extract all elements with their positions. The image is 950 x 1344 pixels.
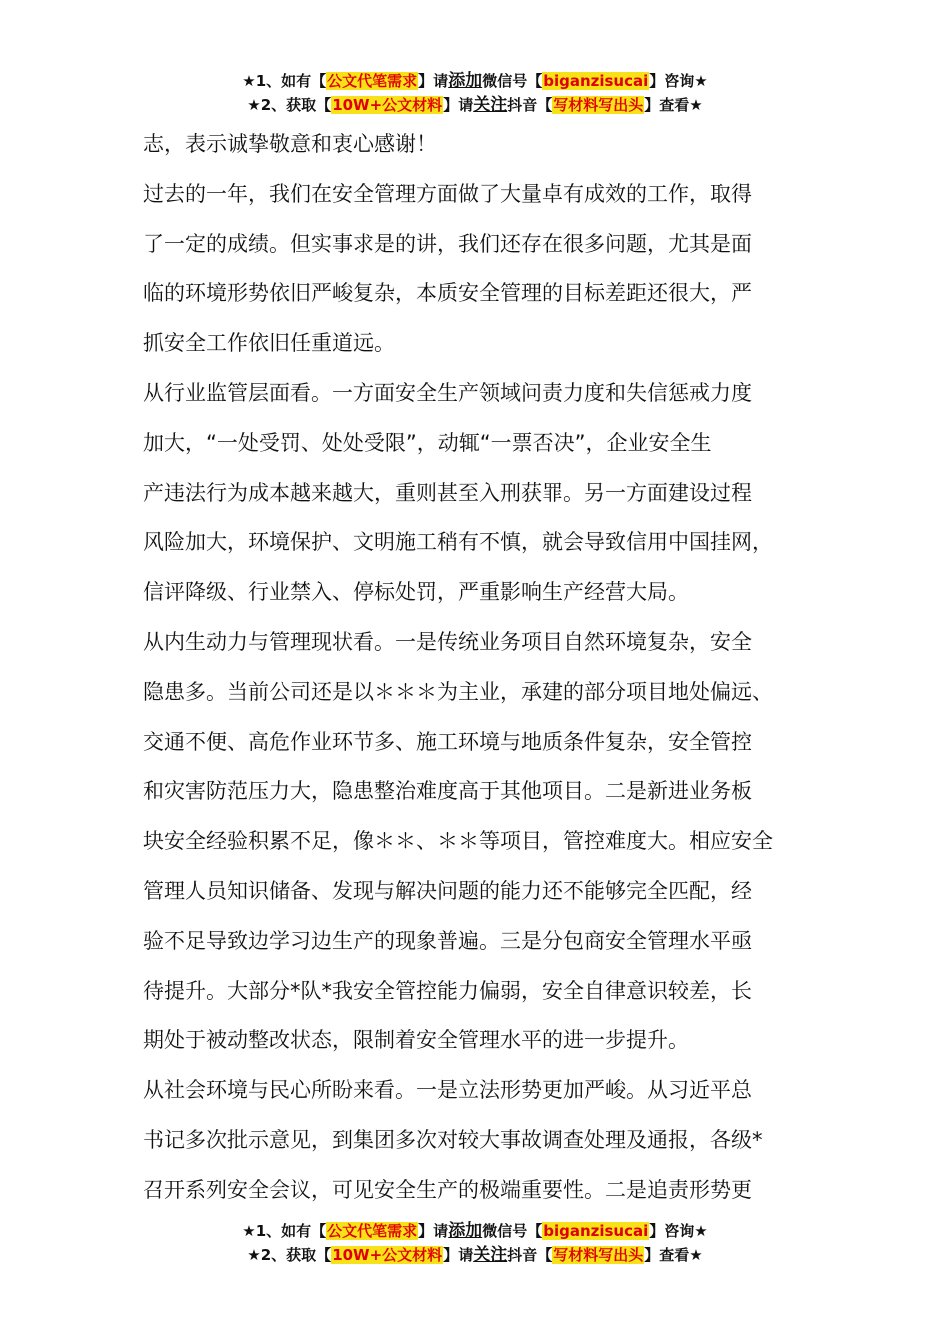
promo-text: 微信号【 (482, 1222, 543, 1240)
text-line: 产违法行为成本越来越大，重则甚至入刑获罪。另一方面建设过程 (143, 480, 752, 505)
promo-line-1 (0, 1219, 950, 1243)
promo-text: 】请 (443, 96, 474, 114)
promo-text: 抖音【 (507, 96, 553, 114)
promo-highlight: biganzisucai (543, 1222, 649, 1240)
promo-text: 】查看★ (644, 1246, 703, 1264)
promo-underlined: 添加 (448, 71, 483, 91)
text-line: 从行业监管层面看。一方面安全生产领域问责力度和失信惩戒力度 (143, 380, 752, 405)
promo-text: 】请 (418, 72, 449, 90)
promo-text: ★2、获取【 (247, 1246, 332, 1264)
promo-text: 】请 (418, 1222, 449, 1240)
text-line: 从内生动力与管理现状看。一是传统业务项目自然环境复杂，安全 (143, 629, 752, 654)
text-line: 过去的一年，我们在安全管理方面做了大量卓有成效的工作，取得 (143, 181, 752, 206)
text-line: 和灾害防范压力大，隐患整治难度高于其他项目。二是新进业务板 (143, 779, 752, 804)
text-line: 期处于被动整改状态，限制着安全管理水平的进一步提升。 (143, 1028, 689, 1053)
promo-highlight: biganzisucai (543, 72, 649, 90)
promo-text: 】查看★ (644, 96, 703, 114)
text-line: 抓安全工作依旧任重道远。 (143, 331, 395, 356)
promo-text: 】请 (443, 1246, 474, 1264)
text-line: 加大，“一处受罚、处处受限”，动辄“一票否决”，企业安全生 (143, 430, 712, 455)
promo-highlight: 公文代笔需求 (327, 1222, 418, 1240)
footer-promo-banner (0, 1219, 950, 1267)
promo-text: ★1、如有【 (242, 72, 327, 90)
promo-highlight: 写材料写出头 (553, 1246, 644, 1264)
promo-highlight: 10W+公文材料 (332, 96, 443, 114)
text-line: 管理人员知识储备、发现与解决问题的能力还不能够完全匹配，经 (143, 878, 752, 903)
text-line: 风险加大，环境保护、文明施工稍有不慎，就会导致信用中国挂网， (143, 530, 773, 555)
text-line: 验不足导致边学习边生产的现象普遍。三是分包商安全管理水平亟 (143, 928, 752, 953)
promo-line-1 (0, 69, 950, 93)
text-line: 信评降级、行业禁入、停标处罚，严重影响生产经营大局。 (143, 580, 689, 605)
text-line: 了一定的成绩。但实事求是的讲，我们还存在很多问题，尤其是面 (143, 231, 752, 256)
promo-underlined: 关注 (473, 95, 508, 115)
promo-underlined: 关注 (473, 1245, 508, 1265)
text-line: 交通不便、高危作业环节多、施工环境与地质条件复杂，安全管控 (143, 729, 752, 754)
text-line: 从社会环境与民心所盼来看。一是立法形势更加严峻。从习近平总 (143, 1078, 752, 1103)
text-line: 志，表示诚挚敬意和衷心感谢！ (143, 132, 437, 156)
promo-underlined: 添加 (448, 1221, 483, 1241)
promo-text: 抖音【 (507, 1246, 553, 1264)
promo-text: 】咨询★ (649, 1222, 708, 1240)
text-line: 块安全经验积累不足，像＊＊、＊＊等项目，管控难度大。相应安全 (143, 829, 773, 854)
text-line: 召开系列安全会议，可见安全生产的极端重要性。二是追责形势更 (143, 1177, 752, 1202)
promo-line-2 (0, 93, 950, 117)
promo-line-2 (0, 1243, 950, 1267)
promo-text: 】咨询★ (649, 72, 708, 90)
promo-text: ★1、如有【 (242, 1222, 327, 1240)
promo-highlight: 写材料写出头 (553, 96, 644, 114)
promo-highlight: 公文代笔需求 (327, 72, 418, 90)
header-promo-banner (0, 69, 950, 117)
promo-highlight: 10W+公文材料 (332, 1246, 443, 1264)
text-line: 待提升。大部分*队*我安全管控能力偏弱，安全自律意识较差，长 (143, 978, 752, 1003)
text-line: 书记多次批示意见，到集团多次对较大事故调查处理及通报，各级* (143, 1127, 763, 1152)
text-line: 临的环境形势依旧严峻复杂，本质安全管理的目标差距还很大，严 (143, 281, 752, 306)
text-line: 隐患多。当前公司还是以＊＊＊为主业，承建的部分项目地处偏远、 (143, 679, 773, 704)
document-body (143, 120, 815, 1216)
promo-text: 微信号【 (482, 72, 543, 90)
promo-text: ★2、获取【 (247, 96, 332, 114)
